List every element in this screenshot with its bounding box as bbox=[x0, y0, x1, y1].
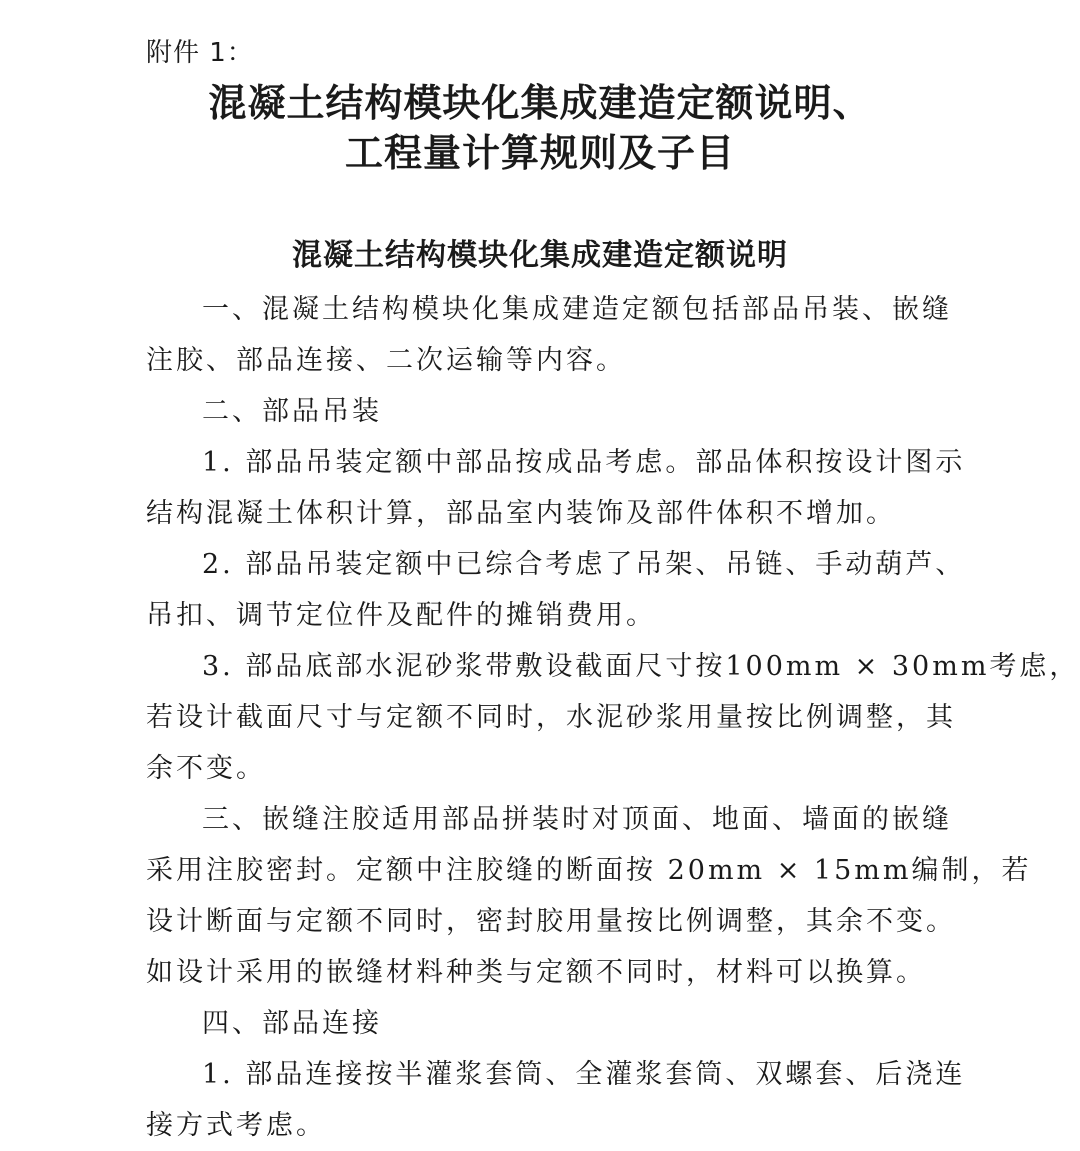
subheading-line: 二、部品吊装 bbox=[202, 396, 382, 427]
paragraph-line: 如设计采用的嵌缝材料种类与定额不同时，材料可以换算。 bbox=[146, 957, 926, 988]
paragraph-line: 若设计截面尺寸与定额不同时，水泥砂浆用量按比例调整，其 bbox=[146, 702, 956, 733]
paragraph-line: 1. 部品连接按半灌浆套筒、全灌浆套筒、双螺套、后浇连 bbox=[202, 1059, 966, 1090]
paragraph-line: 1. 部品吊装定额中部品按成品考虑。部品体积按设计图示 bbox=[202, 447, 966, 478]
paragraph-line: 三、嵌缝注胶适用部品拼装时对顶面、地面、墙面的嵌缝 bbox=[202, 804, 952, 835]
title-line-2: 工程量计算规则及子目 bbox=[344, 130, 735, 175]
paragraph-line: 注胶、部品连接、二次运输等内容。 bbox=[146, 345, 626, 376]
paragraph-line: 采用注胶密封。定额中注胶缝的断面按 20mm × 15mm编制，若 bbox=[146, 855, 1032, 886]
paragraph-line: 接方式考虑。 bbox=[146, 1110, 326, 1141]
paragraph-line: 设计断面与定额不同时，密封胶用量按比例调整，其余不变。 bbox=[146, 906, 956, 937]
paragraph-line: 一、混凝土结构模块化集成建造定额包括部品吊装、嵌缝 bbox=[202, 294, 952, 325]
paragraph-line: 3. 部品底部水泥砂浆带敷设截面尺寸按100mm × 30mm考虑， bbox=[202, 651, 1080, 682]
paragraph-line: 2. 部品吊装定额中已综合考虑了吊架、吊链、手动葫芦、 bbox=[202, 549, 966, 580]
paragraph-line: 余不变。 bbox=[146, 753, 266, 784]
subheading-line: 四、部品连接 bbox=[202, 1008, 382, 1039]
paragraph-line: 吊扣、调节定位件及配件的摊销费用。 bbox=[146, 600, 656, 631]
document-body bbox=[146, 284, 1080, 1151]
document-title bbox=[0, 78, 1080, 178]
paragraph-line: 结构混凝土体积计算，部品室内装饰及部件体积不增加。 bbox=[146, 498, 896, 529]
section-title: 混凝土结构模块化集成建造定额说明 bbox=[292, 238, 788, 273]
attachment-label: 附件 1： bbox=[146, 38, 254, 68]
title-line-1: 混凝土结构模块化集成建造定额说明、 bbox=[208, 80, 872, 125]
